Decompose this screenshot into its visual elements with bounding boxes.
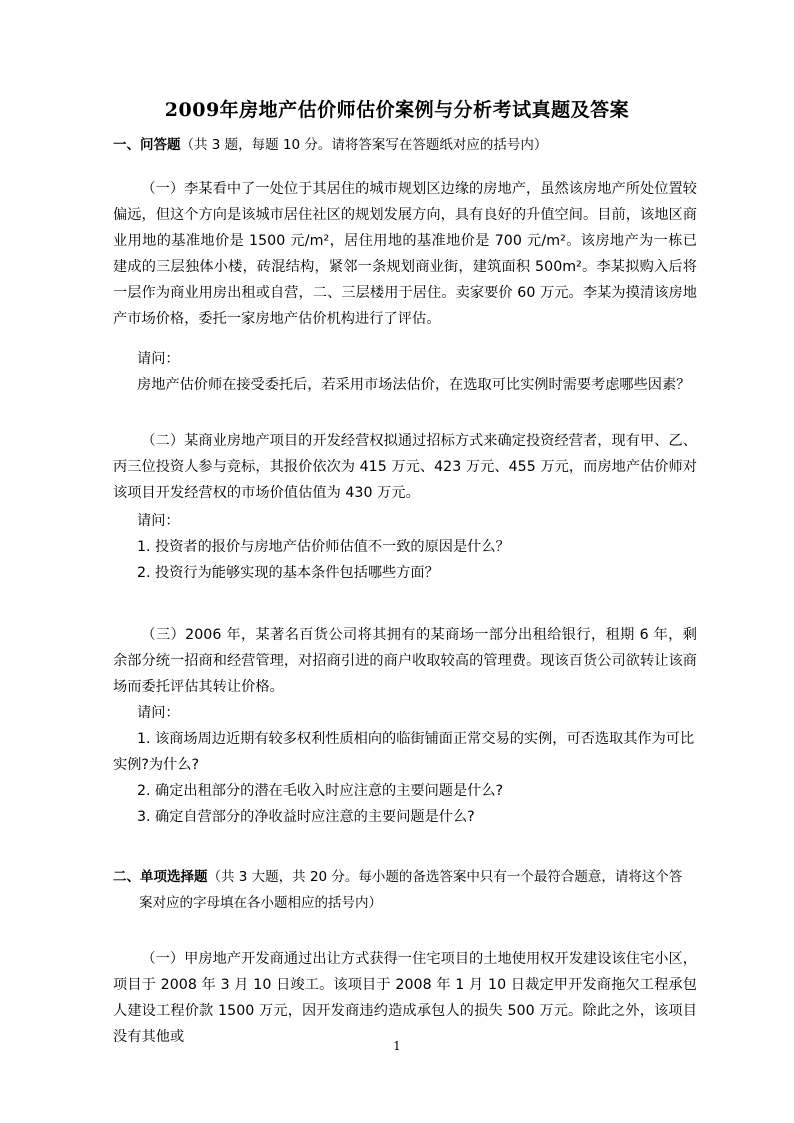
case-1-ask: 请问： xyxy=(137,351,180,367)
section-2-case-1-text: （一）甲房地产开发商通过出让方式获得一住宅项目的土地使用权开发建设该住宅小区，项目于 2008 年 3 月 10 日竣工。该项目于 2008 年 1 月 10 日裁定甲开发商拖欠工程承包人建设工程价款 1500 万元，因开发商违约造成承包人的损失 500 万元。除此之外，该项目没有其他或 xyxy=(113,951,697,1045)
page-number: 1 xyxy=(393,1039,401,1053)
section-heading-single-choice-note-2: 案对应的字母填在各小题相应的括号内） xyxy=(139,895,382,911)
section-heading-single-choice-note-1: （共 3 大题，共 20 分。每小题的备选答案中只有一个最符合题意，请将这个答 xyxy=(207,869,683,885)
case-2-ask: 请问： xyxy=(137,513,180,529)
section-heading-single-choice-label: 二、单项选择题 xyxy=(113,869,208,885)
case-2-question-2: 2. 投资行为能够实现的基本条件包括哪些方面？ xyxy=(137,565,439,581)
case-1-question-1: 房地产估价师在接受委托后，若采用市场法估价，在选取可比实例时需要考虑哪些因素？ xyxy=(137,377,691,393)
document-title: 2009年房地产估价师估价案例与分析考试真题及答案 xyxy=(164,99,630,121)
case-3-question-2: 2. 确定出租部分的潜在毛收入时应注意的主要问题是什么? xyxy=(137,783,504,799)
case-2-text: （二）某商业房地产项目的开发经营权拟通过招标方式来确定投资经营者，现有甲、乙、丙三位投资人参与竞标，其报价依次为 415 万元、423 万元、455 万元，而房地产估价师对该项目开发经营权的市场价值估值为 430 万元。 xyxy=(113,433,698,501)
case-3-ask: 请问： xyxy=(137,705,180,721)
case-2-question-1: 1. 投资者的报价与房地产估价师估值不一致的原因是什么？ xyxy=(137,539,510,555)
case-3-question-3: 3. 确定自营部分的净收益时应注意的主要问题是什么? xyxy=(137,809,475,825)
case-3-text: （三）2006 年，某著名百货公司将其拥有的某商场一部分出租给银行，租期 6 年，剩余部分统一招商和经营管理，对招商引进的商户收取较高的管理费。现该百货公司欲转让该商场而委托评估其转让价格。 xyxy=(113,627,697,695)
section-heading-single-choice xyxy=(113,864,699,916)
section-heading-qa-note: （共 3 题，每题 10 分。请将答案写在答题纸对应的括号内） xyxy=(180,137,548,153)
case-3-question-1: 1. 该商场周边近期有较多权利性质相向的临街铺面正常交易的实例，可否选取其作为可比实例?为什么? xyxy=(113,731,695,773)
case-1-text: （一）李某看中了一处位于其居住的城市规划区边缘的房地产，虽然该房地产所处位置较偏远，但这个方向是该城市居住社区的规划发展方向，具有良好的升值空间。目前，该地区商业用地的基准地价是 1500 元/m²，居住用地的基准地价是 700 元/m²。该房地产为一栋已建成的三层独体小楼，砖混结构，紧邻一条规划商业街，建筑面积 500m²。李某拟购入后将一层作为商业用房出租或自营，二、三层楼用于居住。卖家要价 60 万元。李某为摸清该房地产市场价格，委托一家房地产估价机构进行了评估。 xyxy=(113,181,697,327)
section-heading-qa xyxy=(113,132,703,158)
section-heading-qa-label: 一、问答题 xyxy=(113,137,181,153)
